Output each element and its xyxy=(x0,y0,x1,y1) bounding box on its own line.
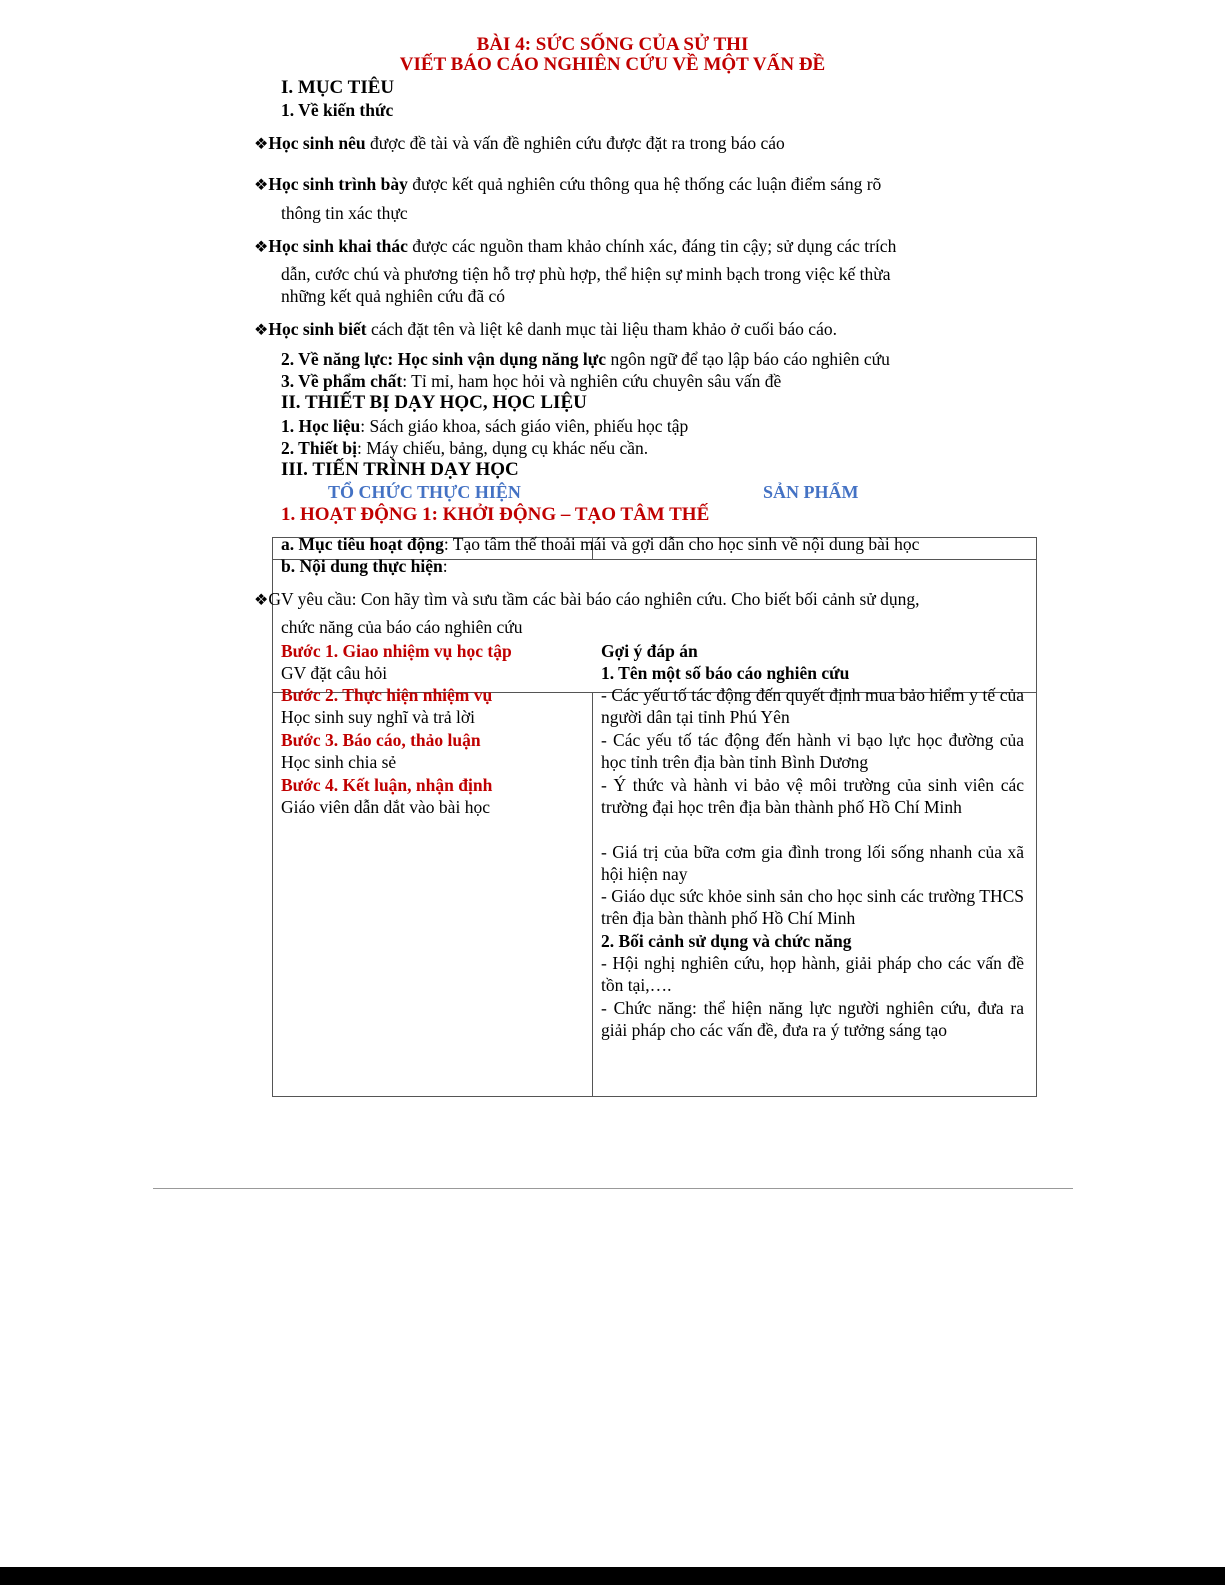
table-border-right xyxy=(1036,537,1037,1097)
bullet-diamond-icon: ❖ xyxy=(254,136,269,153)
subheading-knowledge: 1. Về kiến thức xyxy=(281,100,394,120)
bullet-item: ❖Học sinh trình bày được kết quả nghiên cứu thông qua hệ thống các luận điểm sáng rõ xyxy=(254,174,882,194)
section-heading-process: III. TIẾN TRÌNH DẠY HỌC xyxy=(281,459,519,480)
activity-content: b. Nội dung thực hiện: xyxy=(281,556,448,576)
devices-line: 2. Thiết bị: Máy chiếu, bảng, dụng cụ khác nếu cần. xyxy=(281,438,649,458)
report-item: - Các yếu tố tác động đến hành vi bạo lực học đường của học tỉnh trên địa bàn tỉnh Bình Dương xyxy=(601,730,1024,772)
context-item: - Chức năng: thể hiện năng lực người nghiên cứu, đưa ra giải pháp cho các vấn đề, đưa ra ý tưởng sáng tạo xyxy=(601,998,1024,1040)
bullet-diamond-icon: ❖ xyxy=(254,177,269,194)
context-item: - Hội nghị nghiên cứu, họp hành, giải pháp cho các vấn đề tồn tại,…. xyxy=(601,953,1024,995)
answer-part2-title: 2. Bối cảnh sử dụng và chức năng xyxy=(601,931,852,951)
bullet-diamond-icon: ❖ xyxy=(254,592,269,609)
materials-line: 1. Học liệu: Sách giáo khoa, sách giáo viên, phiếu học tập xyxy=(281,416,689,436)
step-text: GV đặt câu hỏi xyxy=(281,663,388,683)
competence-line: 2. Về năng lực: Học sinh vận dụng năng lực ngôn ngữ để tạo lập báo cáo nghiên cứu xyxy=(281,349,890,369)
teacher-request-continuation: chức năng của báo cáo nghiên cứu xyxy=(281,617,523,637)
step-text: Học sinh chia sẻ xyxy=(281,752,397,772)
report-item: - Giá trị của bữa cơm gia đình trong lối sống nhanh của xã hội hiện nay xyxy=(601,842,1024,884)
step-title: Bước 1. Giao nhiệm vụ học tập xyxy=(281,641,512,661)
teacher-request: ❖GV yêu cầu: Con hãy tìm và sưu tầm các bài báo cáo nghiên cứu. Cho biết bối cảnh sử dụng, xyxy=(254,589,920,609)
bullet-diamond-icon: ❖ xyxy=(254,239,269,256)
section-heading-equipment: II. THIẾT BỊ DẠY HỌC, HỌC LIỆU xyxy=(281,392,587,413)
step-text: Giáo viên dẫn dắt vào bài học xyxy=(281,797,490,817)
answer-heading: Gợi ý đáp án xyxy=(601,641,698,661)
table-column-divider xyxy=(592,692,593,1097)
activity-goal: a. Mục tiêu hoạt động: Tạo tâm thế thoải mái và gợi dẫn cho học sinh về nội dung bài học xyxy=(281,534,920,554)
activity-heading: 1. HOẠT ĐỘNG 1: KHỞI ĐỘNG – TẠO TÂM THẾ xyxy=(281,504,710,525)
answer-part1-title: 1. Tên một số báo cáo nghiên cứu xyxy=(601,663,850,683)
bullet-item: ❖Học sinh biết cách đặt tên và liệt kê danh mục tài liệu tham khảo ở cuối báo cáo. xyxy=(254,319,837,339)
section-heading-objectives: I. MỤC TIÊU xyxy=(281,77,395,98)
step-title: Bước 3. Báo cáo, thảo luận xyxy=(281,730,481,750)
table-border-left xyxy=(272,537,273,1097)
column-header-product: SẢN PHẨM xyxy=(763,482,859,502)
bullet-continuation: thông tin xác thực xyxy=(281,203,408,223)
report-item: - Giáo dục sức khỏe sinh sản cho học sinh các trường THCS trên địa bàn thành phố Hồ Chí Minh xyxy=(601,886,1024,928)
document-title-line2: VIẾT BÁO CÁO NGHIÊN CỨU VỀ MỘT VẤN ĐỀ xyxy=(399,54,826,75)
table-border-bottom xyxy=(272,1096,1037,1097)
bullet-diamond-icon: ❖ xyxy=(254,322,269,339)
quality-line: 3. Về phẩm chất: Tỉ mỉ, ham học hỏi và nghiên cứu chuyên sâu vấn đề xyxy=(281,371,782,391)
report-item: - Ý thức và hành vi bảo vệ môi trường của sinh viên các trường đại học trên địa bàn thành phố Hồ Chí Minh xyxy=(601,775,1024,817)
bullet-item: ❖Học sinh nêu được đề tài và vấn đề nghiên cứu được đặt ra trong báo cáo xyxy=(254,133,785,153)
bottom-bar xyxy=(0,1567,1225,1585)
step-title: Bước 2. Thực hiện nhiệm vụ xyxy=(281,685,493,705)
column-header-organize: TỔ CHỨC THỰC HIỆN xyxy=(328,482,521,502)
step-title: Bước 4. Kết luận, nhận định xyxy=(281,775,493,795)
bullet-continuation: dẫn, cước chú và phương tiện hỗ trợ phù hợp, thể hiện sự minh bạch trong việc kế thừa xyxy=(281,264,891,284)
bullet-item: ❖Học sinh khai thác được các nguồn tham khảo chính xác, đáng tin cậy; sử dụng các trích xyxy=(254,236,897,256)
page-divider xyxy=(153,1188,1073,1189)
step-text: Học sinh suy nghĩ và trả lời xyxy=(281,707,475,727)
report-item: - Các yếu tố tác động đến quyết định mua bảo hiểm y tế của người dân tại tỉnh Phú Yên xyxy=(601,685,1024,727)
document-title-line1: BÀI 4: SỨC SỐNG CỦA SỬ THI xyxy=(476,34,749,55)
bullet-continuation: những kết quả nghiên cứu đã có xyxy=(281,286,506,306)
